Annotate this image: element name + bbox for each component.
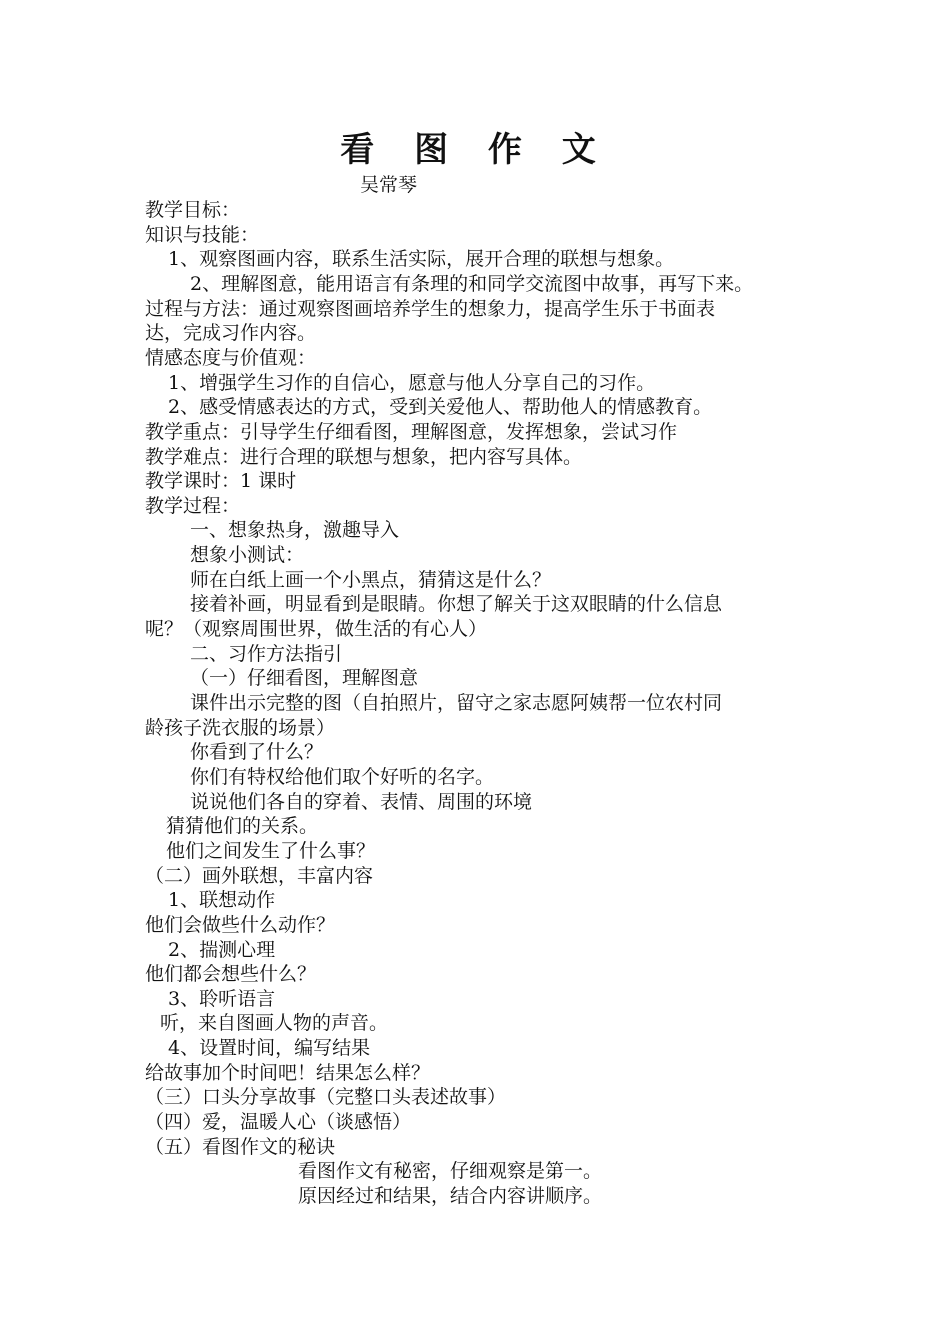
- body-line: 一、想象热身，激趣导入: [190, 519, 400, 542]
- body-line: 过程与方法：通过观察图画培养学生的想象力，提高学生乐于书面表: [145, 297, 716, 320]
- body-line: 教学课时：1 课时: [145, 470, 297, 493]
- body-line: 4、设置时间，编写结果: [168, 1037, 371, 1060]
- body-line: 听，来自图画人物的声音。: [160, 1012, 389, 1035]
- body-line: 猜猜他们的关系。: [166, 815, 319, 838]
- body-line: 你看到了什么？: [190, 741, 324, 764]
- body-line: 呢？（观察周围世界，做生活的有心人）: [145, 618, 488, 641]
- body-line: 教学难点：进行合理的联想与想象，把内容写具体。: [145, 445, 583, 468]
- body-line: 1、观察图画内容，联系生活实际，展开合理的联想与想象。: [168, 248, 675, 271]
- body-line: 他们会做些什么动作？: [145, 913, 336, 936]
- body-line: 看图作文有秘密，仔细观察是第一。: [298, 1160, 603, 1183]
- body-line: （三）口头分享故事（完整口头表述故事）: [145, 1086, 507, 1109]
- body-line: 达，完成习作内容。: [145, 322, 317, 345]
- body-line: 知识与技能：: [145, 223, 260, 246]
- body-line: （二）画外联想，丰富内容: [145, 864, 374, 887]
- body-line: 教学过程：: [145, 494, 241, 517]
- body-line: 情感态度与价值观：: [145, 346, 317, 369]
- body-line: 课件出示完整的图（自拍照片，留守之家志愿阿姨帮一位农村同: [190, 692, 723, 714]
- body-line: 教学重点：引导学生仔细看图，理解图意，发挥想象，尝试习作: [145, 420, 678, 443]
- body-line: 2、揣测心理: [168, 938, 276, 961]
- body-line: 二、习作方法指引: [190, 642, 343, 665]
- body-line: 原因经过和结果，结合内容讲顺序。: [298, 1185, 603, 1207]
- body-line: 2、理解图意，能用语言有条理的和同学交流图中故事，再写下来。: [190, 272, 754, 295]
- body-line: 教学目标：: [145, 199, 241, 221]
- body-line: 想象小测试：: [190, 544, 305, 567]
- body-line: （五）看图作文的秘诀: [145, 1135, 336, 1158]
- body-line: 你们有特权给他们取个好听的名字。: [190, 765, 495, 788]
- body-line: 1、增强学生习作的自信心，愿意与他人分享自己的习作。: [168, 371, 656, 394]
- body-line: 3、聆听语言: [168, 987, 276, 1010]
- author-name: 吴常琴: [360, 174, 418, 196]
- body-line: 1、联想动作: [168, 889, 276, 912]
- body-line: 师在白纸上画一个小黑点，猜猜这是什么？: [190, 568, 552, 591]
- body-line: 给故事加个时间吧！结果怎么样？: [145, 1061, 431, 1084]
- body-line: （四）爱，温暖人心（谈感悟）: [145, 1111, 412, 1134]
- body-line: 说说他们各自的穿着、表情、周围的环境: [190, 790, 533, 813]
- body-line: 2、感受情感表达的方式，受到关爱他人、帮助他人的情感教育。: [168, 396, 713, 419]
- document-title: 看 图 作 文: [340, 130, 610, 170]
- body-line: 接着补画，明显看到是眼睛。你想了解关于这双眼睛的什么信息: [190, 593, 723, 616]
- body-line: 他们都会想些什么？: [145, 963, 317, 986]
- body-line: 他们之间发生了什么事？: [166, 839, 376, 862]
- body-line: 龄孩子洗衣服的场景）: [145, 716, 336, 739]
- body-line: （一）仔细看图，理解图意: [190, 667, 419, 690]
